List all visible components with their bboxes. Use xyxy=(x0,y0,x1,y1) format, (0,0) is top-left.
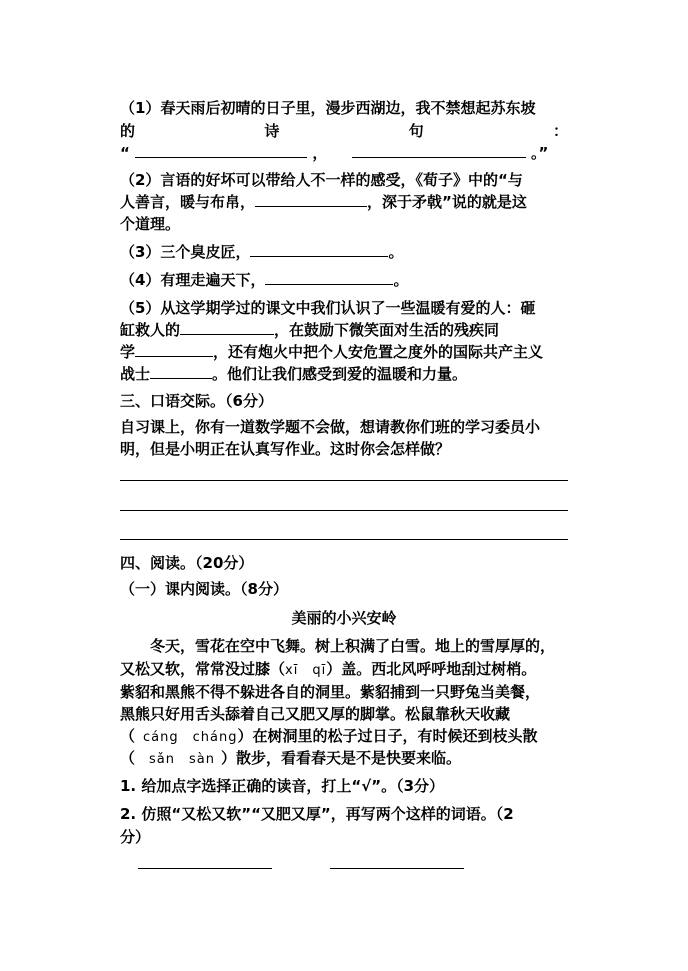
q4-line xyxy=(120,268,568,292)
pinyin-options-2[interactable]: cáng cháng xyxy=(143,730,238,745)
q2-text-after: ，深于矛戟”说的就是这 xyxy=(367,193,527,211)
section4-heading: 四、阅读。（20分） xyxy=(120,554,254,572)
passage-text-5: ）散步，看看春天是不是快要来临。 xyxy=(220,749,461,767)
q3-blank[interactable] xyxy=(250,242,388,257)
pinyin-options-3[interactable]: sǎn sàn xyxy=(149,752,215,767)
q1-close-quote: 。” xyxy=(531,144,549,162)
q1-comma: ， xyxy=(312,144,328,162)
q5-text-5: 战士 xyxy=(120,365,151,383)
q5-blank-3[interactable] xyxy=(150,364,212,379)
q1-blank-1[interactable] xyxy=(135,143,307,158)
passage-line-3: 紫貂和黑熊不得不躲进各自的洞里。紫貂捕到一只野兔当美餐， xyxy=(120,683,541,701)
q3-text: （3）三个臭皮匠， xyxy=(120,243,251,261)
answer-line-3[interactable] xyxy=(120,539,568,540)
answer-line-2[interactable] xyxy=(120,510,568,511)
q1-blank-2[interactable] xyxy=(352,143,526,158)
paren-open-2: （ xyxy=(120,727,136,745)
q1-open-quote: “ xyxy=(120,144,130,162)
passage-line-1 xyxy=(120,634,568,658)
q1-line1: （1）春天雨后初晴的日子里，漫步西湖边，我不禁想起苏东坡 xyxy=(120,99,536,117)
passage-text-2: 又松又软，常常没过膝（ xyxy=(120,660,286,678)
section4-subheading: （一）课内阅读。（8分） xyxy=(120,580,288,598)
q5-text-1: 缸救人的 xyxy=(120,321,181,339)
q2-line2 xyxy=(120,190,568,214)
passage-text-3: ）盖。西北风呼呼地刮过树梢。 xyxy=(326,660,537,678)
q5-line2 xyxy=(120,318,568,342)
reading-question-1: 1. 给加点字选择正确的读音，打上“√”。（3分） xyxy=(120,777,445,795)
q5-text-6: 。他们让我们感受到爱的温暖和力量。 xyxy=(212,365,468,383)
q5-line4 xyxy=(120,362,568,386)
q5-text-2: ，在鼓励下微笑面对生活的残疾同 xyxy=(274,321,500,339)
q5-blank-1[interactable] xyxy=(180,320,274,335)
reading-question-2-line2: 分） xyxy=(120,828,151,846)
q3-line xyxy=(120,240,568,264)
q1-word-4: ： xyxy=(552,122,568,140)
q2-line1: （2）言语的好坏可以带给人不一样的感受，《荀子》中的“与 xyxy=(120,171,523,189)
section3-prompt-line1: 自习课上，你有一道数学题不会做，想请教你们班的学习委员小 xyxy=(120,418,541,436)
pinyin-options-1[interactable]: xī qī xyxy=(285,663,327,678)
q2-text-before: 人善言，暖与布帛， xyxy=(120,193,256,211)
q4-text: （4）有理走遍天下， xyxy=(120,271,266,289)
passage-title: 美丽的小兴安岭 xyxy=(291,609,397,627)
passage-text-1: 冬天，雪花在空中飞舞。树上积满了白雪。地上的雪厚厚的， xyxy=(150,637,556,655)
q2-line3: 个道理。 xyxy=(120,215,181,233)
section3-heading: 三、口语交际。（6分） xyxy=(120,392,273,410)
q4-blank[interactable] xyxy=(265,270,393,285)
q5-line3 xyxy=(120,340,568,364)
q5-text-3: 学 xyxy=(120,343,136,361)
answer-line-1[interactable] xyxy=(120,480,568,481)
q5-line1: （5）从这学期学过的课文中我们认识了一些温暖有爱的人：砸 xyxy=(120,299,536,317)
word-answer-blank-2[interactable] xyxy=(330,868,464,869)
q3-period: 。 xyxy=(388,243,404,261)
q1-word-2: 诗 xyxy=(264,122,280,140)
q5-text-4: ，还有炮火中把个人安危置之度外的国际共产主义 xyxy=(213,343,544,361)
q1-line2 xyxy=(120,119,568,143)
q1-line3 xyxy=(120,141,568,165)
q5-blank-2[interactable] xyxy=(135,342,213,357)
reading-question-2-line1: 2. 仿照“又松又软”“又肥又厚”，再写两个这样的词语。（2 xyxy=(120,805,514,823)
word-answer-blank-1[interactable] xyxy=(138,868,272,869)
q1-word-3: 句 xyxy=(408,122,424,140)
section3-prompt-line2: 明，但是小明正在认真写作业。这时你会怎样做？ xyxy=(120,440,451,458)
q1-word-1: 的 xyxy=(120,122,136,140)
passage-line-6 xyxy=(120,746,568,772)
passage-line-4: 黑熊只好用舌头舔着自己又肥又厚的脚掌。松鼠靠秋天收藏 xyxy=(120,705,511,723)
q4-period: 。 xyxy=(393,271,409,289)
passage-text-4: ）在树洞里的松子过日子，有时候还到枝头散 xyxy=(237,727,538,745)
q2-blank[interactable] xyxy=(255,192,367,207)
paren-open-3: （ xyxy=(120,749,136,767)
